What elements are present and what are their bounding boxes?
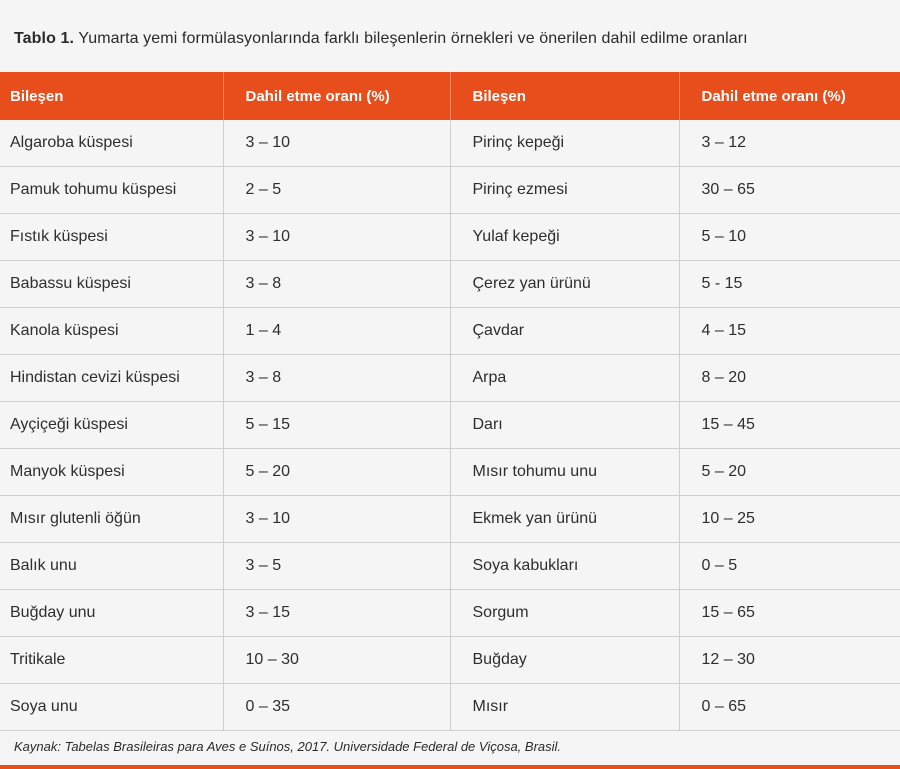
table-row: [0, 167, 900, 214]
cell-rate-left: 3 – 5: [223, 543, 450, 590]
table-row: [0, 637, 900, 684]
table-row: [0, 214, 900, 261]
cell-ingredient-right: Çerez yan ürünü: [450, 261, 679, 308]
cell-rate-right: 12 – 30: [679, 637, 900, 684]
cell-rate-left: 3 – 10: [223, 496, 450, 543]
cell-ingredient-right: Pirinç ezmesi: [450, 167, 679, 214]
cell-ingredient-right: Darı: [450, 402, 679, 449]
cell-rate-left: 3 – 8: [223, 355, 450, 402]
cell-rate-left: 5 – 20: [223, 449, 450, 496]
cell-ingredient-right: Arpa: [450, 355, 679, 402]
cell-ingredient-left: Fıstık küspesi: [0, 214, 223, 261]
cell-rate-right: 30 – 65: [679, 167, 900, 214]
cell-ingredient-left: Mısır glutenli öğün: [0, 496, 223, 543]
table-row: [0, 590, 900, 637]
cell-rate-left: 10 – 30: [223, 637, 450, 684]
caption-label: Tablo 1.: [14, 30, 75, 47]
table-row: [0, 543, 900, 590]
cell-rate-left: 0 – 35: [223, 684, 450, 731]
cell-ingredient-left: Ayçiçeği küspesi: [0, 402, 223, 449]
cell-ingredient-right: Çavdar: [450, 308, 679, 355]
table-body: [0, 120, 900, 731]
cell-ingredient-right: Pirinç kepeği: [450, 120, 679, 167]
table-row: [0, 496, 900, 543]
table-header-row: [0, 72, 900, 120]
cell-ingredient-left: Buğday unu: [0, 590, 223, 637]
cell-ingredient-right: Sorgum: [450, 590, 679, 637]
cell-rate-left: 1 – 4: [223, 308, 450, 355]
table-row: [0, 684, 900, 731]
cell-rate-right: 4 – 15: [679, 308, 900, 355]
cell-rate-left: 3 – 8: [223, 261, 450, 308]
caption-text: Yumarta yemi formülasyonlarında farklı bileşenlerin örnekleri ve önerilen dahil edilme oranları: [78, 30, 748, 47]
table-row: [0, 449, 900, 496]
cell-rate-left: 5 – 15: [223, 402, 450, 449]
cell-ingredient-right: Mısır: [450, 684, 679, 731]
cell-ingredient-left: Hindistan cevizi küspesi: [0, 355, 223, 402]
cell-rate-left: 3 – 10: [223, 120, 450, 167]
cell-ingredient-left: Babassu küspesi: [0, 261, 223, 308]
cell-ingredient-left: Tritikale: [0, 637, 223, 684]
cell-ingredient-right: Mısır tohumu unu: [450, 449, 679, 496]
table-row: [0, 402, 900, 449]
cell-rate-right: 15 – 65: [679, 590, 900, 637]
inclusion-rates-table: [0, 72, 900, 731]
cell-ingredient-right: Ekmek yan ürünü: [450, 496, 679, 543]
table-row: [0, 355, 900, 402]
cell-rate-left: 3 – 10: [223, 214, 450, 261]
cell-ingredient-left: Algaroba küspesi: [10, 134, 133, 151]
header-rate-1: Dahil etme oranı (%): [223, 72, 450, 120]
cell-rate-right: 5 – 10: [679, 214, 900, 261]
cell-ingredient-right: Soya kabukları: [450, 543, 679, 590]
header-ingredient-2: Bileşen: [450, 72, 679, 120]
cell-rate-right: 5 - 15: [679, 261, 900, 308]
cell-ingredient-right: Yulaf kepeği: [450, 214, 679, 261]
cell-ingredient-left: Kanola küspesi: [0, 308, 223, 355]
cell-rate-left: 2 – 5: [223, 167, 450, 214]
cell-ingredient-left: Balık unu: [0, 543, 223, 590]
source-note: Kaynak: Tabelas Brasileiras para Aves e Suínos, 2017. Universidade Federal de Viçosa, Brasil.: [14, 739, 562, 754]
header-rate-2: Dahil etme oranı (%): [679, 72, 900, 120]
table-caption: [14, 30, 748, 48]
cell-ingredient-left: Soya unu: [0, 684, 223, 731]
cell-rate-right: 3 – 12: [679, 120, 900, 167]
cell-rate-right: 15 – 45: [679, 402, 900, 449]
cell-rate-right: 8 – 20: [679, 355, 900, 402]
cell-rate-right: 10 – 25: [679, 496, 900, 543]
cell-rate-left: 3 – 15: [223, 590, 450, 637]
cell-rate-right: 5 – 20: [679, 449, 900, 496]
table-row: [0, 261, 900, 308]
cell-ingredient-left: Pamuk tohumu küspesi: [0, 167, 223, 214]
cell-rate-right: 0 – 65: [679, 684, 900, 731]
cell-ingredient-right: Buğday: [450, 637, 679, 684]
cell-rate-right: 0 – 5: [679, 543, 900, 590]
table-row: [0, 308, 900, 355]
table-row: [0, 120, 900, 167]
bottom-rule: [0, 765, 900, 769]
header-ingredient-1: Bileşen: [0, 72, 223, 120]
cell-ingredient-left: Manyok küspesi: [0, 449, 223, 496]
